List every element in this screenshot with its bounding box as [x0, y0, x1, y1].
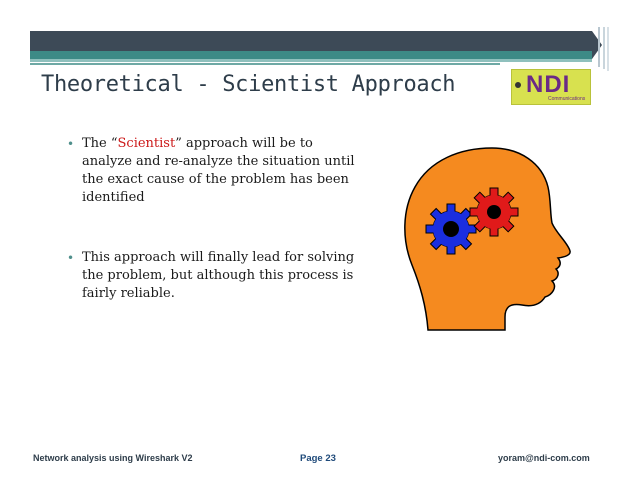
bullet-list	[66, 135, 366, 303]
header-vline	[607, 27, 609, 71]
bullet-marker: •	[67, 251, 75, 265]
bullet-text-pre: The “	[82, 136, 118, 151]
header-vline	[598, 27, 600, 67]
head-silhouette	[405, 148, 570, 330]
header-vline	[603, 27, 605, 69]
footer-email: yoram@ndi-com.com	[498, 453, 590, 463]
bullet-text: This approach will finally lead for solving the problem, but although this process is fairly reliable.	[82, 250, 355, 301]
logo-dot	[515, 82, 521, 88]
red-gear-icon	[470, 188, 518, 236]
ndi-logo	[511, 69, 591, 105]
blue-gear-icon	[426, 204, 476, 254]
bullet-marker: •	[67, 137, 75, 151]
header-bar-dark	[30, 31, 592, 51]
logo-subtext: Communications	[548, 96, 586, 102]
slide-title: Theoretical - Scientist Approach	[41, 72, 456, 97]
header-bar-light	[30, 59, 592, 62]
logo-text: NDI	[526, 71, 571, 98]
bullet-item	[66, 249, 366, 303]
bullet-item	[66, 135, 366, 207]
footer-left: Network analysis using Wireshark V2	[33, 453, 193, 463]
head-with-gears-illustration	[400, 145, 575, 335]
bullet-highlight: Scientist	[117, 136, 176, 151]
header-arrow	[592, 31, 602, 59]
header-bar-teal	[30, 51, 592, 59]
header-underline	[30, 63, 500, 65]
bullet-text-post: ” approach will be to analyze and re-analyze the situation until the exact cause of the problem has been identified	[82, 136, 355, 205]
footer-page-number: Page 23	[300, 453, 336, 464]
